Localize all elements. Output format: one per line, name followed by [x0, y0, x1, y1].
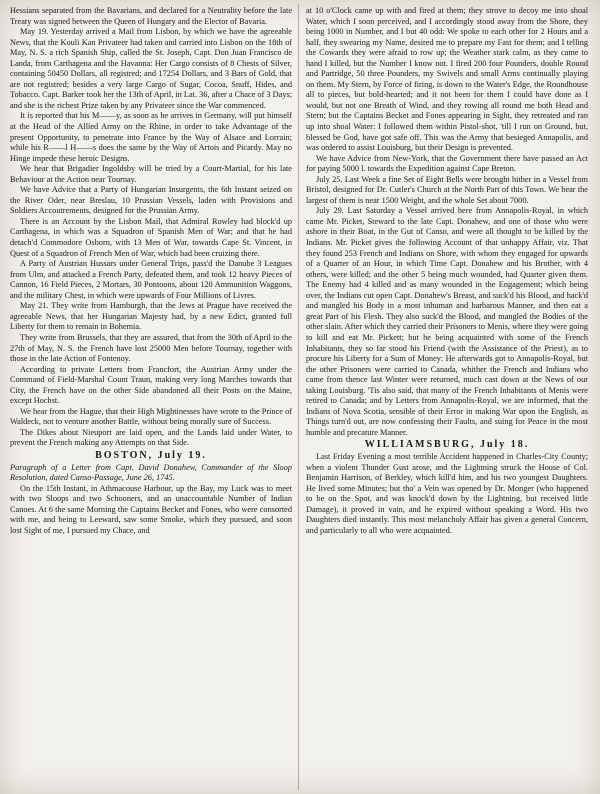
article-paragraph: They write from Brussels, that they are assured, that from the 30th of April to the 27th of May, N. S. the French have lost 25000 Men before Tournay, together with those in the late Action of Fontenoy.: [10, 332, 292, 364]
article-paragraph: There is an Account by the Lisbon Mail, that Admiral Rowley had block'd up Carthagena, in which was a Squadron of Spanish Men of War; and that he had detach'd Commodore Osborn, with 13 Men of War, towards Cape St. Vincent, in Quest of a Squadron of French Men of War, which had been cruizing there.: [10, 216, 292, 258]
article-paragraph: A Party of Austrian Hussars under General Trips, pass'd the Danube 3 Leagues from Ulm, and attacked a French Party, defeated them, and took 12 heavy Pieces of Cannon, 16 Field Pieces, 2 Mortars, 30 Pontoons, about 120 Ammunition Waggons, and the military Chest, in which were upwards of Four Millions of Livres.: [10, 259, 292, 300]
article-paragraph: July 25. Last Week a fine Set of Eight Bells were brought hither in a Vessel from Bristol, designed for Dr. Cutler's Church at the North Part of this Town. We hear the largest of them is near 1500 Weight, and the whole Set about 7000.: [306, 174, 588, 205]
article-paragraph: We hear that Brigadier Ingoldsby will be tried by a Court-Martial, for his late Behaviour at the Action near Tournay.: [10, 164, 292, 184]
article-paragraph: On the 15th Instant, in Athmacouse Harbour, up the Bay, my Luck was to meet with two Sloops and two Schooners, and an unaccountable Number of Indian Canoes. At 6 the same Morning the Captains Becket and Fones, who were consorted with me, and being to Leeward, saw some Smoke, which they pursued, and soon lost Sight of me, I pursued my Chace, and: [10, 483, 292, 535]
article-paragraph: Last Friday Evening a most terrible Accident happened in Charles-City County; when a violent Thunder Gust arose, and the Lightning struck the House of Col. Benjamin Harrison, of Berkley, which kill'd him, and his two youngest Daughters. He lived some Minutes; but tho' a Vein was opened by Dr. Monger (who happened to be on the Spot, and was knock'd down by the Lightning, but received little Damage), it proved in vain, and he expired without speaking a Word. His two Daughters died instantly. This most melancholy Affair has given a general Concern, and particularly to all who were acquainted.: [306, 451, 588, 535]
article-paragraph: May 19. Yesterday arrived a Mail from Lisbon, by which we have the agreeable News, that the Kouli Kan Privateer had taken and carried into Lisbon on the 18th of May, N. S. a rich Spanish Ship, called the St. Joseph, Capt. Don Juan Francisco de Landa, from Carthagena and the Havanna: Her Cargo consists of 8 Chests of Silver, containing 50450 Dollars, all registred; and 17254 Dollars, and 3 Bars of Gold, that are not registred; besides a very large Cargo of Sugar, Cocoa, Snuff, Hides, and Tobacco. Capt. Barker took her the 13th of April, in Lat. 36, after a Chace of 3 Days; and she is the richest Prize taken by any Privateer since the War commenced.: [10, 27, 292, 110]
article-paragraph: According to private Letters from Francfort, the Austrian Army under the Command of Field-Marshal Count Traun, making very long Marches towards that City, the French have on the other Side abandoned all their Posts on the Maine, except Hochst.: [10, 364, 292, 406]
article-paragraph: The Dikes about Nieuport are laid open, and the Lands laid under Water, to prevent the French making any Attempts on that Side.: [10, 427, 292, 448]
article-paragraph: It is reported that his M——y, as soon as he arrives in Germany, will put himself at the Head of the Allied Army on the Rhine, in order to take Advantage of the present Opportunity, to penetrate into France by the Way of Alsace and Lorrain; while his R——l H——s does the same by the Way of Artois and Picardy. May no Hinge impede these heroic Designs.: [10, 111, 292, 163]
left-column: [10, 6, 292, 790]
article-paragraph: July 29. Last Saturday a Vessel arrived here from Annapolis-Royal, in which came Mr. Picket, Steward to the late Capt. Donahew, and one of those who were ashore in their Boat, in the Gut of Canso, and were all thought to be killed by the Indians. Mr. Picket gives the following Account of that unhappy Affair, viz. That they found 253 French and Indians on Shore, with whom they engaged for upwards of a Quarter of an Hour, in which Time Capt. Donahew and his Brother, with 4 others, were killed; and the other 5 being much wounded, had Quarter given them. The Enemy had 4 killed and as many wounded in the Engagement; which being over, the Indians cut open Capt. Donahew's Breast, and suck'd his Blood, and hack'd and mangled his Body in a most inhuman and barbarous Manner, and then eat a great Part of his Flesh. They also suck'd the Blood, and mangled the Bodies of the other slain. After which they carried their Prisoners to Menis, where they were going to kill and eat Mr. Pickett; but he being acquainted with some of the French Inhabitants, they so far stood his Friend (with the Assistance of the Priest), as to procure his Liberty for a Sum of Money: He afterwards got to Annapolis-Royal, but the other Prisoners were carried to Canada, whither the French and Indians who came from thence last Winter were returned, much cast down at the News of our taking Louisburg. 'Tis also said, that many of the French Inhabitants of Menis were retired to Canada; and by Letters from Annapolis-Royal, we are informed, that the Indians of Nova Scotia, sensible of their Error in making War upon the English, as Things turn'd out, are now confessing their Faults, and suing for Peace in the most humble and precature Manner.: [306, 206, 588, 437]
column-divider: [298, 4, 299, 790]
right-column: [306, 6, 588, 790]
letter-subhead: Paragraph of a Letter from Capt. David Donahew, Commander of the Sloop Resolution, dated Canso-Passage, June 26, 1745.: [10, 462, 292, 483]
dateline-williamsburg: WILLIAMSBURG, July 18.: [364, 439, 530, 451]
article-paragraph: May 21. They write from Hamburgh, that the Jews at Prague have received the agreeable News, that her Hungarian Majesty had, by a new Edict, granted full Liberty for them to remain in Bohemia.: [10, 301, 292, 332]
article-paragraph: We have Advice from New-York, that the Government there have passed an Act for paying 5000 l. towards the Expedition against Cape Breton.: [306, 153, 588, 174]
article-paragraph: Hessians separated from the Bavarians, and declared for a Neutrality before the late Treaty was signed between the Queen of Hungary and the Elector of Bavaria.: [10, 6, 292, 26]
article-paragraph: We have Advice that a Party of Hungarian Insurgents, the 6th Instant seized on the River Oder, near Breslau, 10 Prussian Vessels, laden with Provisions and Soldiers Accoutrements, designed for the Prussian Army.: [10, 185, 292, 216]
dateline-boston: BOSTON, July 19.: [95, 449, 207, 461]
article-paragraph: at 10 o'Clock came up with and fired at them; they strove to decoy me into shoal Water, which I soon perceived, and I accordingly stood away from the Shore, they being 1000 in Number, and I but 40 odd: We spoke to each other for 2 Hours and a half, they swearing my Name, desired me to prepare my Fast for them; and I telling the Cowards they were afraid to row up; the Weather stark calm, as they came to hand I killed, but the Number I know not. I fired 200 four Pounders, double Round and Partridge, 50 three Pounders, my Swivels and small Arms continually playing on them. My Stern, by Force of firing, is down to the Water's Edge, the Roundhouse all to pieces, but bold-hearted; and it not been for them I could have done as I would, but not one Breath of Wind, and they rowing all round me both Head and Stern; but the Captains Becket and Fones appearing in Sight, they retreated and ran up into shoal Water: I followed them within Pistol-shot, 'till I run on Ground, but, blessed be God, have got safe off. This was the Army that besieged Annapolis, and was ordered to assist Louisburg, but their Design is prevented.: [306, 6, 588, 153]
article-paragraph: We hear from the Hague, that their High Mightinesses have wrote to the Prince of Waldeck, not to venture another Battle, without being morally sure of Success.: [10, 406, 292, 427]
